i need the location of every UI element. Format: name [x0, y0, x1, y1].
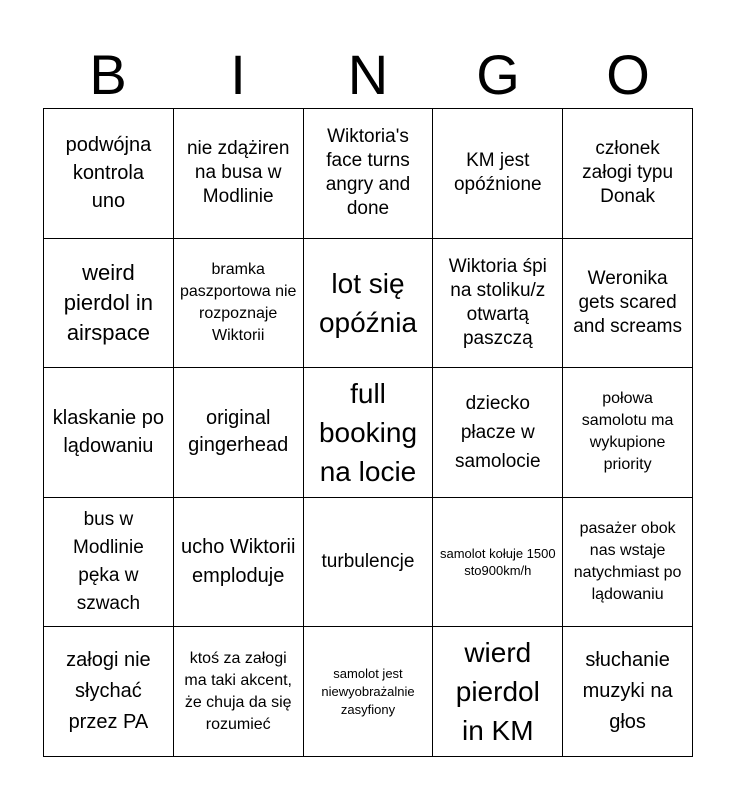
bingo-cell-r4c2[interactable] [174, 498, 304, 628]
bingo-cell-r1c1[interactable] [44, 109, 174, 239]
cell-label: turbulencje [321, 551, 415, 573]
bingo-cell-r1c3[interactable] [304, 109, 434, 239]
cell-label: słuchanie muzyki na głos [582, 649, 673, 734]
bingo-cell-r3c5[interactable] [563, 368, 693, 498]
bingo-cell-r2c5[interactable] [563, 239, 693, 369]
cell-label: załogi nie słychać przez PA [66, 649, 151, 734]
cell-label: original gingerhead [188, 407, 289, 457]
bingo-cell-r2c2[interactable] [174, 239, 304, 369]
bingo-cell-r5c5[interactable] [563, 627, 693, 757]
cell-label: lot się opóźnia [318, 267, 418, 338]
cell-label: członek załogi typu Donak [582, 138, 674, 208]
bingo-grid [43, 108, 693, 757]
bingo-cell-r5c1[interactable] [44, 627, 174, 757]
bingo-cell-r4c1[interactable] [44, 498, 174, 628]
cell-label: Weronika gets scared and screams [573, 267, 682, 337]
bingo-cell-r2c4[interactable] [433, 239, 563, 369]
cell-label: połowa samolotu ma wykupione priority [581, 390, 674, 474]
bingo-cell-r4c4[interactable] [433, 498, 563, 628]
cell-label: bus w Modlinie pęka w szwach [73, 509, 144, 615]
cell-label: ktoś za załogi ma taki akcent, że chuja da się rozumieć [184, 649, 292, 733]
cell-label: podwójna kontrola uno [65, 134, 152, 213]
cell-label: dziecko płacze w samolocie [455, 392, 541, 472]
title-letter-i: I [230, 43, 246, 106]
cell-label: ucho Wiktorii emploduje [180, 536, 296, 588]
bingo-cell-r1c5[interactable] [563, 109, 693, 239]
cell-label: samolot jest niewyobrażalnie zasyfiony [321, 665, 415, 717]
bingo-cell-r1c2[interactable] [174, 109, 304, 239]
bingo-cell-r3c2[interactable] [174, 368, 304, 498]
cell-label: bramka paszportowa nie rozpoznaje Wiktorii [179, 260, 297, 344]
cell-label: wierd pierdol in KM [455, 637, 540, 747]
bingo-cell-r2c1[interactable] [44, 239, 174, 369]
bingo-cell-r3c1[interactable] [44, 368, 174, 498]
cell-label: nie zdążiren na busa w Modlinie [186, 138, 290, 208]
cell-label: KM jest opóźnione [453, 150, 542, 196]
bingo-cell-r4c5[interactable] [563, 498, 693, 628]
title-letter-o: O [606, 43, 650, 106]
bingo-cell-r5c3[interactable] [304, 627, 434, 757]
title-letter-g: G [476, 43, 520, 106]
cell-label: weird pierdol in airspace [63, 259, 154, 345]
cell-label: Wiktoria śpi na stoliku/z otwartą paszczą [448, 255, 547, 349]
bingo-cell-r5c2[interactable] [174, 627, 304, 757]
cell-label: full booking na locie [318, 377, 418, 487]
cell-label: klaskanie po lądowaniu [52, 407, 164, 458]
cell-label: Wiktoria's face turns angry and done [325, 126, 411, 220]
bingo-cell-r1c4[interactable] [433, 109, 563, 239]
cell-label: samolot kołuje 1500sto900km/h [439, 546, 556, 579]
bingo-cell-r3c4[interactable] [433, 368, 563, 498]
title-letter-n: N [347, 43, 389, 106]
bingo-cell-r4c3[interactable] [304, 498, 434, 628]
title-letter-b: B [89, 43, 127, 106]
bingo-cell-r5c4[interactable] [433, 627, 563, 757]
bingo-title [43, 44, 693, 106]
bingo-cell-r3c3[interactable] [304, 368, 434, 498]
bingo-cell-r2c3[interactable] [304, 239, 434, 369]
cell-label: pasażer obok nas wstaje natychmiast po lądowaniu [573, 520, 682, 604]
